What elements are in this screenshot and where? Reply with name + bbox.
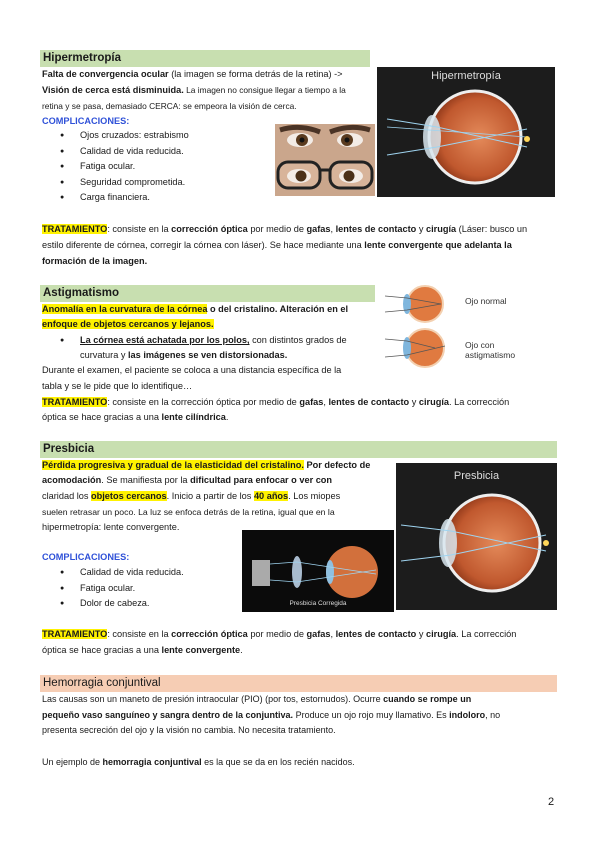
t2b: lente convergente que adelanta la [364,240,512,250]
astig-line-3: Durante el examen, el paciente se coloca a una distancia específica de la [42,365,342,375]
hiper-tratamiento-3: formación de la imagen. [42,256,148,266]
t1d: gafas [306,629,331,639]
t1e: , [330,629,336,639]
presb-tratamiento-2 [42,643,243,659]
hemo-l2a: pequeño vaso sanguíneo y sangra dentro de la conjuntiva. [42,710,294,720]
hiper-bullet-2: ● Calidad de vida reducida. [80,144,184,160]
t1f: lentes de contacto [335,629,417,639]
hiper-tratamiento-1 [42,222,527,238]
page-number: 2 [548,796,555,808]
presb-l2a: acomodación [42,475,102,485]
section-header-hipermetropia [40,50,370,67]
astig-line-4: tabla y se le pide que lo identifique… [42,381,193,391]
hemo-line-4 [42,755,355,771]
t2c: . [225,412,229,422]
hiper-line-2 [42,83,346,99]
section-header-presbicia [40,441,557,458]
t1d: lentes de contacto [328,397,410,407]
presb-line-5: hipermetropía: lente convergente. [42,522,180,532]
presbicia-diagram-title: Presbicia [453,470,500,482]
hemo-l1b: cuando se rompe un [383,694,472,704]
hiper-line-1 [42,67,343,83]
t2b: lente cilíndrica [161,412,226,422]
astig-bullet2a: curvatura y [80,350,128,360]
hiper-line-3: retina y se pasa, demasiado CERCA: se empeora la visión de cerca. [42,101,297,111]
hemo-line-1 [42,692,471,708]
presb-l3c: . Inicio a partir de los [166,491,254,501]
hipermetropia-eye-diagram [377,67,555,197]
presb-bullet-3: ● Dolor de cabeza. [80,596,149,612]
header-label: Presbicia [43,443,95,455]
hemo-line-3: presenta secreción del ojo y la visión no cambia. No necesita tratamiento. [42,725,336,735]
t2: estilo diferente de córnea, corregir la córnea con láser). Se hace mediante una [42,240,365,250]
t1b: gafas [299,397,324,407]
presb-line-4: suelen retrasar un poco. La luz se enfoca detrás de la retina, igual que en la [42,507,335,517]
astigmatism-eye-diagram [385,326,455,370]
astig-line-2 [42,317,214,333]
normal-eye-label: Ojo normal [465,296,507,306]
t1g: y [416,224,426,234]
t2: óptica se hace gracias a una [42,645,162,655]
t2c: . [240,645,243,655]
t1e: , [330,224,336,234]
presb-line-3 [42,489,340,505]
hiper-bullet-4: ● Seguridad comprometida. [80,175,185,191]
t2b: lente convergente [161,645,241,655]
presbicia-eye-diagram [396,463,557,610]
section-header-astigmatismo [40,285,375,302]
presb-l3e: . Los miopes [288,491,341,501]
section-header-hemorragia [40,675,557,692]
presb-l1a: Pérdida progresiva y gradual de la elasticidad del cristalino. [42,460,304,470]
hiper-l1b: (la imagen se forma detrás de la retina) -> [168,69,343,79]
hipermetropia-diagram-title: Hipermetropía [431,70,501,82]
t1h: cirugía [426,224,457,234]
astig-l1b: o del cristalino. Alteración en el [207,304,349,314]
presb-complicaciones-label: COMPLICACIONES: [42,552,130,562]
presb-l2c: dificultad para enfocar o ver con [190,475,333,485]
hemo-l4a: Un ejemplo de [42,757,103,767]
t1g: . La corrección [448,397,510,407]
header-label: Hemorragia conjuntival [43,677,161,689]
hiper-bullet-5: ● Carga financiera. [80,190,150,206]
astig-bullet-1 [80,333,347,349]
tratamiento-label: TRATAMIENTO [42,629,108,639]
hemo-l2d: , no [485,710,501,720]
astig-bullet-b: con distintos grados de [249,335,347,345]
t2: óptica se hace gracias a una [42,412,162,422]
astig-bullet2b: las imágenes se ven distorsionadas. [128,350,288,360]
t1i: . La corrección [456,629,517,639]
t1f: cirugía [418,397,449,407]
t1d: gafas [306,224,331,234]
hemo-l1a: Las causas son un maneto de presión intraocular (PIO) (por tos, estornudos). Ocurre [42,694,384,704]
hiper-l2b: La imagen no consigue llegar a tiempo a la [183,85,346,95]
presb-tratamiento-1 [42,627,516,643]
presb-l3b: objetos cercanos [91,491,167,501]
hemo-l2c: indoloro [449,710,486,720]
presb-line-2 [42,473,332,489]
presb-line-1 [42,458,370,474]
t1f: lentes de contacto [335,224,417,234]
hemo-line-2 [42,708,500,724]
presb-l3d: 40 años [253,491,289,501]
t1: : consiste en la [107,629,172,639]
presb-l3a: claridad los [42,491,92,501]
astigmatism-eye-label [465,340,515,360]
astig-tratamiento-2 [42,410,228,426]
astig-bullet-1-cont [80,348,287,364]
astig-l1a: Anomalía en la curvatura de la córnea [42,304,208,314]
header-label: Astigmatismo [43,287,120,299]
t1e: y [409,397,419,407]
hiper-bullet-3: ● Fatiga ocular. [80,159,135,175]
t1h: cirugía [426,629,457,639]
tratamiento-label: TRATAMIENTO [42,397,108,407]
header-label: Hipermetropía [43,52,121,64]
eyes-with-glasses-photo [275,124,375,196]
t1g: y [416,629,426,639]
t1b: corrección óptica [171,224,248,234]
presb-l1b: Por defecto de [303,460,371,470]
t1c: por medio de [247,224,307,234]
presbicia-corregida-caption: Presbicia Corregida [289,600,347,607]
hiper-tratamiento-2 [42,238,512,254]
hiper-complicaciones-label: COMPLICACIONES: [42,116,130,126]
t1c: , [323,397,329,407]
astig-line-1 [42,302,348,318]
t1c: por medio de [247,629,307,639]
tratamiento-label: TRATAMIENTO [42,224,108,234]
astig-tratamiento-1 [42,395,509,411]
presb-l2b: . Se manifiesta por la [101,475,191,485]
presb-bullet-1: ● Calidad de vida reducida. [80,565,184,581]
hiper-l1a: Falta de convergencia ocular [42,69,169,79]
astig-label-2: astigmatismo [465,350,516,360]
t1i: (Láser: busco un [456,224,528,234]
astig-bullet-a: La córnea está achatada por los polos, [80,335,250,345]
hemo-l2b: Produce un ojo rojo muy llamativo. Es [293,710,450,720]
hiper-bullet-1: ● Ojos cruzados: estrabismo [80,128,189,144]
astig-l2: enfoque de objetos cercanos y lejanos. [42,319,214,329]
hemo-l4b: hemorragia conjuntival [102,757,202,767]
presb-bullet-2: ● Fatiga ocular. [80,581,135,597]
hemo-l4c: es la que se da en los recién nacidos. [201,757,355,767]
t1: : consiste en la [107,224,172,234]
t1: : consiste en la corrección óptica por medio de [107,397,300,407]
normal-eye-diagram [385,284,455,324]
t1b: corrección óptica [171,629,248,639]
astig-label-1: Ojo con [465,340,495,350]
hiper-l2a: Visión de cerca está disminuida. [42,85,184,95]
